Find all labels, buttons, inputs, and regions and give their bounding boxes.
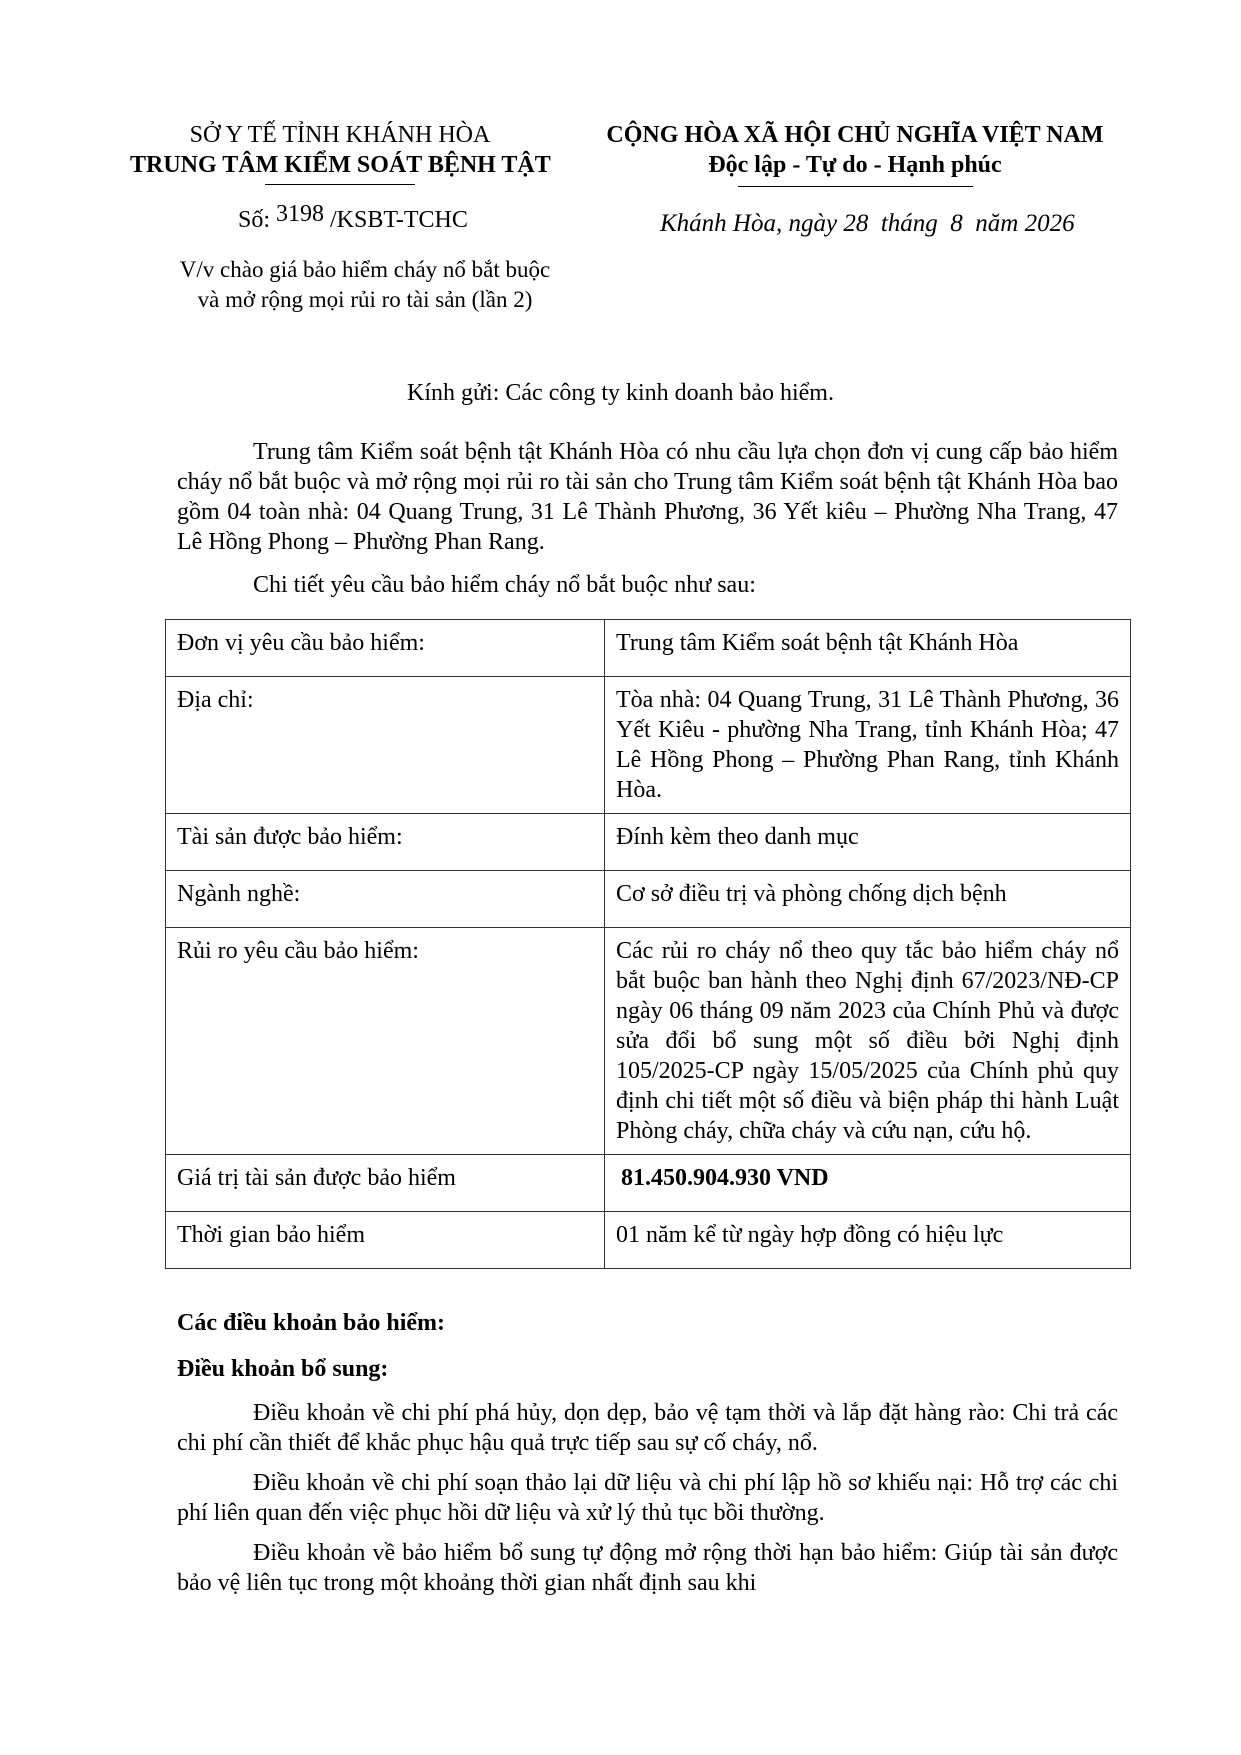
row-value: Trung tâm Kiểm soát bệnh tật Khánh Hòa: [605, 620, 1131, 677]
document-subject: [125, 255, 605, 315]
national-motto-block: [570, 120, 1140, 187]
table-row: [166, 677, 1131, 814]
doc-number-value: 3198: [276, 201, 325, 227]
clause-paragraph: Điều khoản về chi phí soạn thảo lại dữ liệu và chi phí lập hồ sơ khiếu nại: Hỗ trợ các chi phí liên quan đến việc phục hồi dữ liệu và xử lý thủ tục bồi thường.: [177, 1470, 1118, 1526]
row-label: Địa chỉ:: [166, 677, 605, 814]
clause-paragraph: Điều khoản về bảo hiểm bổ sung tự động mở rộng thời hạn bảo hiểm: Giúp tài sản được bảo vệ liên tục trong một khoảng thời gian nhất định sau khi: [177, 1540, 1118, 1596]
doc-number-prefix: Số:: [238, 207, 271, 233]
table-row: [166, 620, 1131, 677]
subject-line-2: và mở rộng mọi rủi ro tài sản (lần 2): [197, 287, 533, 312]
table-row: [166, 814, 1131, 871]
document-date: Khánh Hòa, ngày 28 tháng 8 năm 2026: [660, 210, 1075, 237]
table-row: [166, 1212, 1131, 1269]
terms-heading: Các điều khoản bảo hiểm:: [177, 1310, 446, 1336]
motto-underline: [738, 186, 973, 187]
clause-paragraph: Điều khoản về chi phí phá hủy, dọn dẹp, bảo vệ tạm thời và lắp đặt hàng rào: Chi trả các chi phí cần thiết để khắc phục hậu quả trực tiếp sau sự cố cháy, nổ.: [177, 1400, 1118, 1456]
detail-intro: Chi tiết yêu cầu bảo hiểm cháy nổ bắt buộc như sau:: [253, 572, 756, 598]
row-label: Ngành nghề:: [166, 871, 605, 928]
row-label: Tài sản được bảo hiểm:: [166, 814, 605, 871]
row-value: Cơ sở điều trị và phòng chống dịch bệnh: [605, 871, 1131, 928]
recipient-line: Kính gửi: Các công ty kinh doanh bảo hiểm.: [407, 380, 834, 406]
insured-value: 81.450.904.930 VND: [605, 1155, 1131, 1212]
subject-line-1: V/v chào giá bảo hiểm cháy nổ bắt buộc: [179, 257, 551, 282]
parent-agency: SỞ Y TẾ TỈNH KHÁNH HÒA: [189, 122, 491, 148]
table-row: [166, 928, 1131, 1155]
agency-underline: [265, 184, 415, 185]
motto: Độc lập - Tự do - Hạnh phúc: [708, 152, 1002, 178]
country-name: CỘNG HÒA XÃ HỘI CHỦ NGHĨA VIỆT NAM: [606, 122, 1104, 148]
row-label: Thời gian bảo hiểm: [166, 1212, 605, 1269]
row-value: Các rủi ro cháy nổ theo quy tắc bảo hiểm cháy nổ bắt buộc ban hành theo Nghị định 67/2023/NĐ-CP ngày 06 tháng 09 năm 2023 của Chính Phủ và được sửa đổi bổ sung một số điều bởi Nghị định 105/2025-CP ngày 15/05/2025 của Chính phủ quy định chi tiết một số điều và biện pháp thi hành Luật Phòng cháy, chữa cháy và cứu nạn, cứu hộ.: [605, 928, 1131, 1155]
row-label: Giá trị tài sản được bảo hiểm: [166, 1155, 605, 1212]
row-value: Tòa nhà: 04 Quang Trung, 31 Lê Thành Phương, 36 Yết Kiêu - phường Nha Trang, tỉnh Khánh Hòa; 47 Lê Hồng Phong – Phường Phan Rang, tỉnh Khánh Hòa.: [605, 677, 1131, 814]
row-value: 01 năm kể từ ngày hợp đồng có hiệu lực: [605, 1212, 1131, 1269]
row-label: Đơn vị yêu cầu bảo hiểm:: [166, 620, 605, 677]
issuing-agency-block: [130, 120, 550, 185]
issuing-agency: TRUNG TÂM KIỂM SOÁT BỆNH TẬT: [130, 152, 551, 178]
insurance-requirements-table: [165, 619, 1131, 1269]
document-number: [238, 201, 468, 234]
table-row: [166, 871, 1131, 928]
row-value: Đính kèm theo danh mục: [605, 814, 1131, 871]
supplementary-heading: Điều khoản bổ sung:: [177, 1356, 389, 1382]
table-row: [166, 1155, 1131, 1212]
doc-number-suffix: /KSBT-TCHC: [330, 207, 468, 233]
intro-paragraph: Trung tâm Kiểm soát bệnh tật Khánh Hòa có nhu cầu lựa chọn đơn vị cung cấp bảo hiểm cháy nổ bắt buộc và mở rộng mọi rủi ro tài sản cho Trung tâm Kiểm soát bệnh tật Khánh Hòa bao gồm 04 toàn nhà: 04 Quang Trung, 31 Lê Thành Phương, 36 Yết kiêu – Phường Nha Trang, 47 Lê Hồng Phong – Phường Phan Rang.: [177, 439, 1118, 555]
row-label: Rủi ro yêu cầu bảo hiểm:: [166, 928, 605, 1155]
